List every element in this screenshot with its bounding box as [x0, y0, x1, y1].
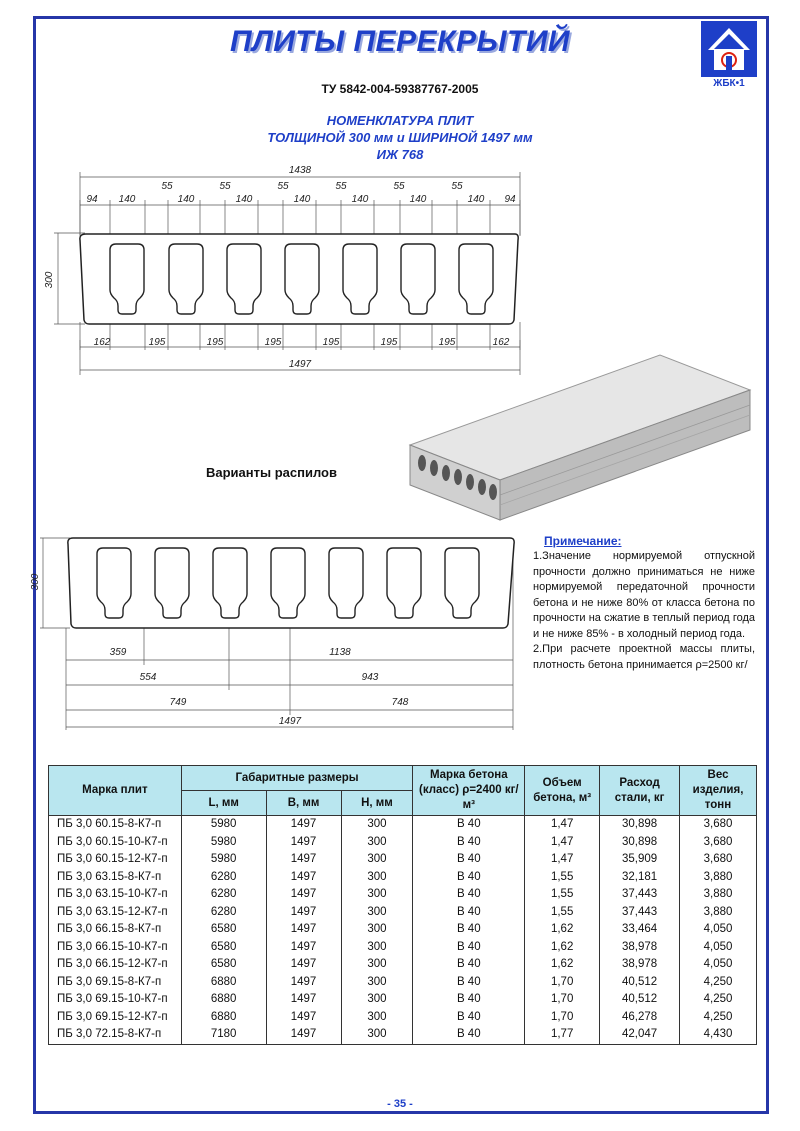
table-row [49, 1026, 757, 1044]
table-cell: 300 [341, 1009, 413, 1027]
table-cell: 300 [341, 974, 413, 992]
table-cell: 300 [341, 939, 413, 957]
table-cell: 5980 [181, 834, 266, 852]
table-row [49, 886, 757, 904]
table-row [49, 974, 757, 992]
table-cell: 37,443 [600, 886, 680, 904]
tu-code: ТУ 5842-004-59387767-2005 [321, 82, 479, 96]
table-cell: 1497 [266, 1009, 341, 1027]
table-cell: 1497 [266, 816, 341, 834]
header-mark: Марка плит [49, 766, 182, 816]
table-cell: 1,55 [525, 869, 600, 887]
table-row [49, 869, 757, 887]
dim-height-cut: 300 [30, 573, 41, 591]
table-cell: 6580 [181, 939, 266, 957]
dim-width-cut: 1497 [278, 716, 302, 727]
table-cell: 3,680 [680, 834, 757, 852]
dim-bottom: 162 [492, 337, 510, 348]
table-cell: В 40 [413, 904, 525, 922]
table-cell: 4,250 [680, 1009, 757, 1027]
table-cell: В 40 [413, 1026, 525, 1044]
table-cell: 4,430 [680, 1026, 757, 1044]
header-concrete: Марка бетона (класс) ρ=2400 кг/м³ [413, 766, 525, 816]
page-title: ПЛИТЫ ПЕРЕКРЫТИЙ [230, 25, 570, 58]
dim-cut-748: 748 [391, 697, 409, 708]
table-cell: 3,880 [680, 869, 757, 887]
header-b: B, мм [266, 791, 341, 816]
dim-top: 94 [86, 194, 98, 205]
dim-total-top: 1438 [288, 165, 312, 176]
table-row [49, 816, 757, 834]
dim-cut-1138: 1138 [329, 647, 351, 658]
table-cell: 1,77 [525, 1026, 600, 1044]
table-cell: 300 [341, 904, 413, 922]
table-cell: В 40 [413, 921, 525, 939]
dim-bottom: 195 [148, 337, 166, 348]
table-cell: 30,898 [600, 816, 680, 834]
table-cell: В 40 [413, 974, 525, 992]
table-cell: ПБ 3,0 63.15-12-К7-п [49, 904, 182, 922]
table-cell: В 40 [413, 939, 525, 957]
table-cell: 6880 [181, 991, 266, 1009]
dim-top: 140 [293, 194, 311, 205]
table-cell: 38,978 [600, 956, 680, 974]
section-drawing-cut [0, 520, 530, 740]
header-steel: Расход стали, кг [600, 766, 680, 816]
dim-spacer: 55 [161, 181, 173, 192]
table-cell: 300 [341, 956, 413, 974]
table-cell: 300 [341, 886, 413, 904]
table-cell: В 40 [413, 956, 525, 974]
table-cell: В 40 [413, 851, 525, 869]
table-cell: 300 [341, 991, 413, 1009]
dim-cut-749: 749 [169, 697, 187, 708]
table-row [49, 921, 757, 939]
dim-top: 94 [504, 194, 516, 205]
dim-spacer: 55 [219, 181, 231, 192]
table-cell: 1,47 [525, 816, 600, 834]
table-cell: 6880 [181, 1009, 266, 1027]
table-cell: 1497 [266, 921, 341, 939]
table-cell: 5980 [181, 851, 266, 869]
table-cell: 1497 [266, 991, 341, 1009]
table-cell: 1497 [266, 851, 341, 869]
dim-top: 140 [467, 194, 485, 205]
table-cell: 6580 [181, 921, 266, 939]
table-cell: 1497 [266, 904, 341, 922]
table-cell: 1,62 [525, 956, 600, 974]
table-cell: ПБ 3,0 66.15-12-К7-п [49, 956, 182, 974]
table-row [49, 956, 757, 974]
table-cell: 1497 [266, 1026, 341, 1044]
table-cell: 3,880 [680, 904, 757, 922]
table-cell: 1497 [266, 974, 341, 992]
table-cell: 46,278 [600, 1009, 680, 1027]
table-cell: 33,464 [600, 921, 680, 939]
table-cell: 300 [341, 816, 413, 834]
dim-top: 140 [177, 194, 195, 205]
table-cell: 40,512 [600, 974, 680, 992]
table-cell: 1,47 [525, 834, 600, 852]
table-cell: 3,880 [680, 886, 757, 904]
dim-top: 140 [351, 194, 369, 205]
dim-top: 140 [409, 194, 427, 205]
slab-3d-illustration [405, 345, 760, 525]
dim-cut-359: 359 [109, 647, 127, 658]
dim-cut-554: 554 [139, 672, 157, 683]
dim-bottom: 195 [380, 337, 398, 348]
table-cell: ПБ 3,0 72.15-8-К7-п [49, 1026, 182, 1044]
table-cell: 1,70 [525, 1009, 600, 1027]
table-cell: 6580 [181, 956, 266, 974]
dim-bottom: 195 [438, 337, 456, 348]
table-cell: ПБ 3,0 66.15-8-К7-п [49, 921, 182, 939]
dim-spacer: 55 [277, 181, 289, 192]
table-cell: ПБ 3,0 66.15-10-К7-п [49, 939, 182, 957]
table-cell: 300 [341, 869, 413, 887]
table-cell: ПБ 3,0 60.15-8-К7-п [49, 816, 182, 834]
table-cell: 38,978 [600, 939, 680, 957]
dim-bottom: 195 [264, 337, 282, 348]
header-l: L, мм [181, 791, 266, 816]
table-row [49, 1009, 757, 1027]
dim-width-top: 1497 [288, 359, 312, 370]
header-volume: Объем бетона, м³ [525, 766, 600, 816]
table-cell: 1,62 [525, 939, 600, 957]
header-weight: Вес изделия, тонн [680, 766, 757, 816]
table-cell: 300 [341, 834, 413, 852]
table-cell: 40,512 [600, 991, 680, 1009]
table-cell: 42,047 [600, 1026, 680, 1044]
dim-spacer: 55 [335, 181, 347, 192]
table-cell: 1497 [266, 834, 341, 852]
table-row [49, 851, 757, 869]
table-cell: ПБ 3,0 69.15-10-К7-п [49, 991, 182, 1009]
table-cell: 1,62 [525, 921, 600, 939]
dim-cut-943: 943 [361, 672, 379, 683]
table-cell: 4,250 [680, 974, 757, 992]
table-cell: 1,55 [525, 886, 600, 904]
table-cell: 30,898 [600, 834, 680, 852]
note-text [533, 549, 755, 673]
table-row [49, 939, 757, 957]
table-cell: ПБ 3,0 69.15-8-К7-п [49, 974, 182, 992]
table-cell: 6280 [181, 904, 266, 922]
table-cell: В 40 [413, 816, 525, 834]
table-cell: ПБ 3,0 69.15-12-К7-п [49, 1009, 182, 1027]
table-cell: ПБ 3,0 63.15-8-К7-п [49, 869, 182, 887]
header-h: H, мм [341, 791, 413, 816]
dim-top: 140 [118, 194, 136, 205]
dim-height-top: 300 [44, 271, 55, 289]
table-cell: 35,909 [600, 851, 680, 869]
variants-label: Варианты распилов [206, 465, 337, 480]
nomenclature-line2: ТОЛЩИНОЙ 300 мм и ШИРИНОЙ 1497 мм [267, 130, 533, 145]
dim-spacer: 55 [451, 181, 463, 192]
note-paragraph-1: 1.Значение нормируемой отпускной прочности должно приниматься не ниже нормируемой передаточной прочности бетона и не ниже 80% от класса бетона по прочности на сжатие в теплый период года и не ниже 85% - в холодный период года. [533, 550, 755, 640]
note-title: Примечание: [544, 534, 622, 548]
table-cell: ПБ 3,0 60.15-10-К7-п [49, 834, 182, 852]
table-row [49, 991, 757, 1009]
table-cell: 300 [341, 851, 413, 869]
table-cell: В 40 [413, 869, 525, 887]
table-cell: 6880 [181, 974, 266, 992]
table-cell: 6280 [181, 886, 266, 904]
table-cell: 3,680 [680, 816, 757, 834]
table-row [49, 834, 757, 852]
nomenclature-line1: НОМЕНКЛАТУРА ПЛИТ [326, 113, 474, 128]
note-paragraph-2: 2.При расчете проектной массы плиты, плотность бетона принимается ρ=2500 кг/ [533, 643, 755, 671]
table-cell: 1,70 [525, 974, 600, 992]
table-cell: 1,55 [525, 904, 600, 922]
table-cell: ПБ 3,0 60.15-12-К7-п [49, 851, 182, 869]
table-cell: В 40 [413, 1009, 525, 1027]
header-dims: Габаритные размеры [181, 766, 413, 791]
table-cell: В 40 [413, 886, 525, 904]
table-cell: 1497 [266, 886, 341, 904]
table-cell: 37,443 [600, 904, 680, 922]
dim-bottom: 195 [322, 337, 340, 348]
table-cell: 4,250 [680, 991, 757, 1009]
table-cell: 6280 [181, 869, 266, 887]
dim-bottom: 195 [206, 337, 224, 348]
table-cell: 3,680 [680, 851, 757, 869]
table-cell: В 40 [413, 991, 525, 1009]
table-cell: 1497 [266, 956, 341, 974]
table-cell: 4,050 [680, 939, 757, 957]
specs-table [48, 765, 757, 1045]
table-cell: 32,181 [600, 869, 680, 887]
table-cell: В 40 [413, 834, 525, 852]
table-cell: 1497 [266, 869, 341, 887]
table-cell: 1,47 [525, 851, 600, 869]
table-cell: 300 [341, 1026, 413, 1044]
table-cell: 1497 [266, 939, 341, 957]
table-cell: 1,70 [525, 991, 600, 1009]
table-cell: 5980 [181, 816, 266, 834]
nomenclature-line3: ИЖ 768 [376, 147, 424, 162]
table-cell: 7180 [181, 1026, 266, 1044]
table-cell: 300 [341, 921, 413, 939]
dim-top: 140 [235, 194, 253, 205]
logo-text: ЖБК•1 [713, 78, 745, 89]
section-drawing-top [0, 0, 800, 400]
table-row [49, 904, 757, 922]
table-cell: ПБ 3,0 63.15-10-К7-п [49, 886, 182, 904]
dim-spacer: 55 [393, 181, 405, 192]
table-cell: 4,050 [680, 921, 757, 939]
page-number: - 35 - [387, 1098, 413, 1110]
dim-bottom: 162 [93, 337, 111, 348]
table-cell: 4,050 [680, 956, 757, 974]
